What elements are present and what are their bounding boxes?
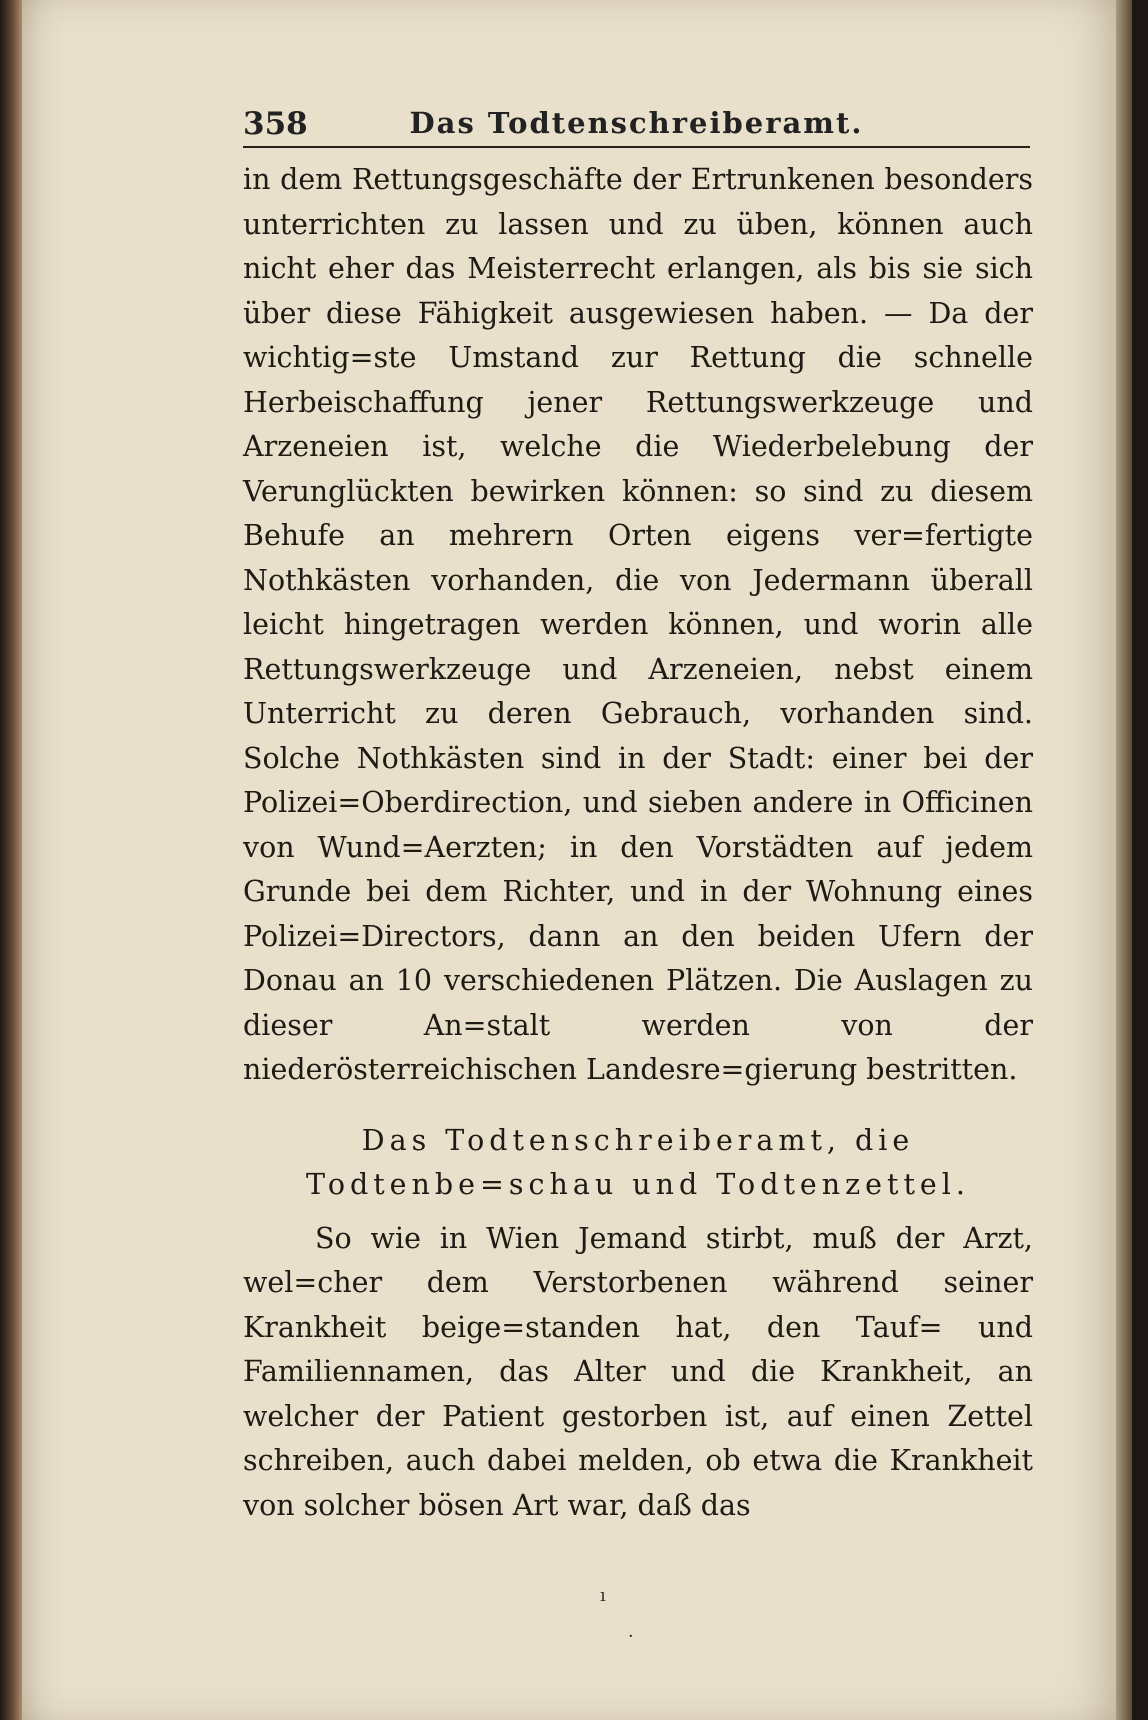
page-header	[243, 106, 1030, 148]
body-text	[243, 158, 1033, 1528]
ink-speck: ·	[628, 1626, 634, 1647]
section-heading: Das Todtenschreiberamt, die Todtenbe=schau und Todtenzettel.	[306, 1123, 970, 1201]
page-edge	[1116, 0, 1132, 1720]
paragraph: So wie in Wien Jemand stirbt, muß der Arzt, wel=cher dem Verstorbenen während seiner Krankheit beige=standen hat, den Tauf= und Familiennamen, das Alter und die Krankheit, an welcher der Patient gestorben ist, auf einen Zettel schreiben, auch dabei melden, ob etwa die Krankheit von solcher bösen Art war, daß das	[243, 1221, 1033, 1522]
running-head: Das Todtenschreiberamt.	[409, 106, 864, 140]
book-spine	[0, 0, 22, 1720]
ink-speck: ı	[600, 1585, 606, 1606]
page-number: 358	[243, 106, 308, 142]
paragraph: in dem Rettungsgeschäfte der Ertrunkenen besonders unterrichten zu lassen und zu üben, können auch nicht eher das Meisterrecht erlangen, als bis sie sich über diese Fähigkeit ausgewiesen haben. — Da der wichtig=ste Umstand zur Rettung die schnelle Herbeischaffung jener Rettungswerkzeuge und Arzeneien ist, welche die Wiederbelebung der Verunglückten bewirken können: so sind zu diesem Behufe an mehrern Orten eigens ver=fertigte Nothkästen vorhanden, die von Jedermann überall leicht hingetragen werden können, und worin alle Rettungswerkzeuge und Arzeneien, nebst einem Unterricht zu deren Gebrauch, vorhanden sind. Solche Nothkästen sind in der Stadt: einer bei der Polizei=Oberdirection, und sieben andere in Officinen von Wund=Aerzten; in den Vorstädten auf jedem Grunde bei dem Richter, und in der Wohnung eines Polizei=Directors, dann an den beiden Ufern der Donau an 10 verschiedenen Plätzen. Die Auslagen zu dieser An=stalt werden von der niederösterreichischen Landesre=gierung bestritten.	[243, 163, 1033, 1086]
